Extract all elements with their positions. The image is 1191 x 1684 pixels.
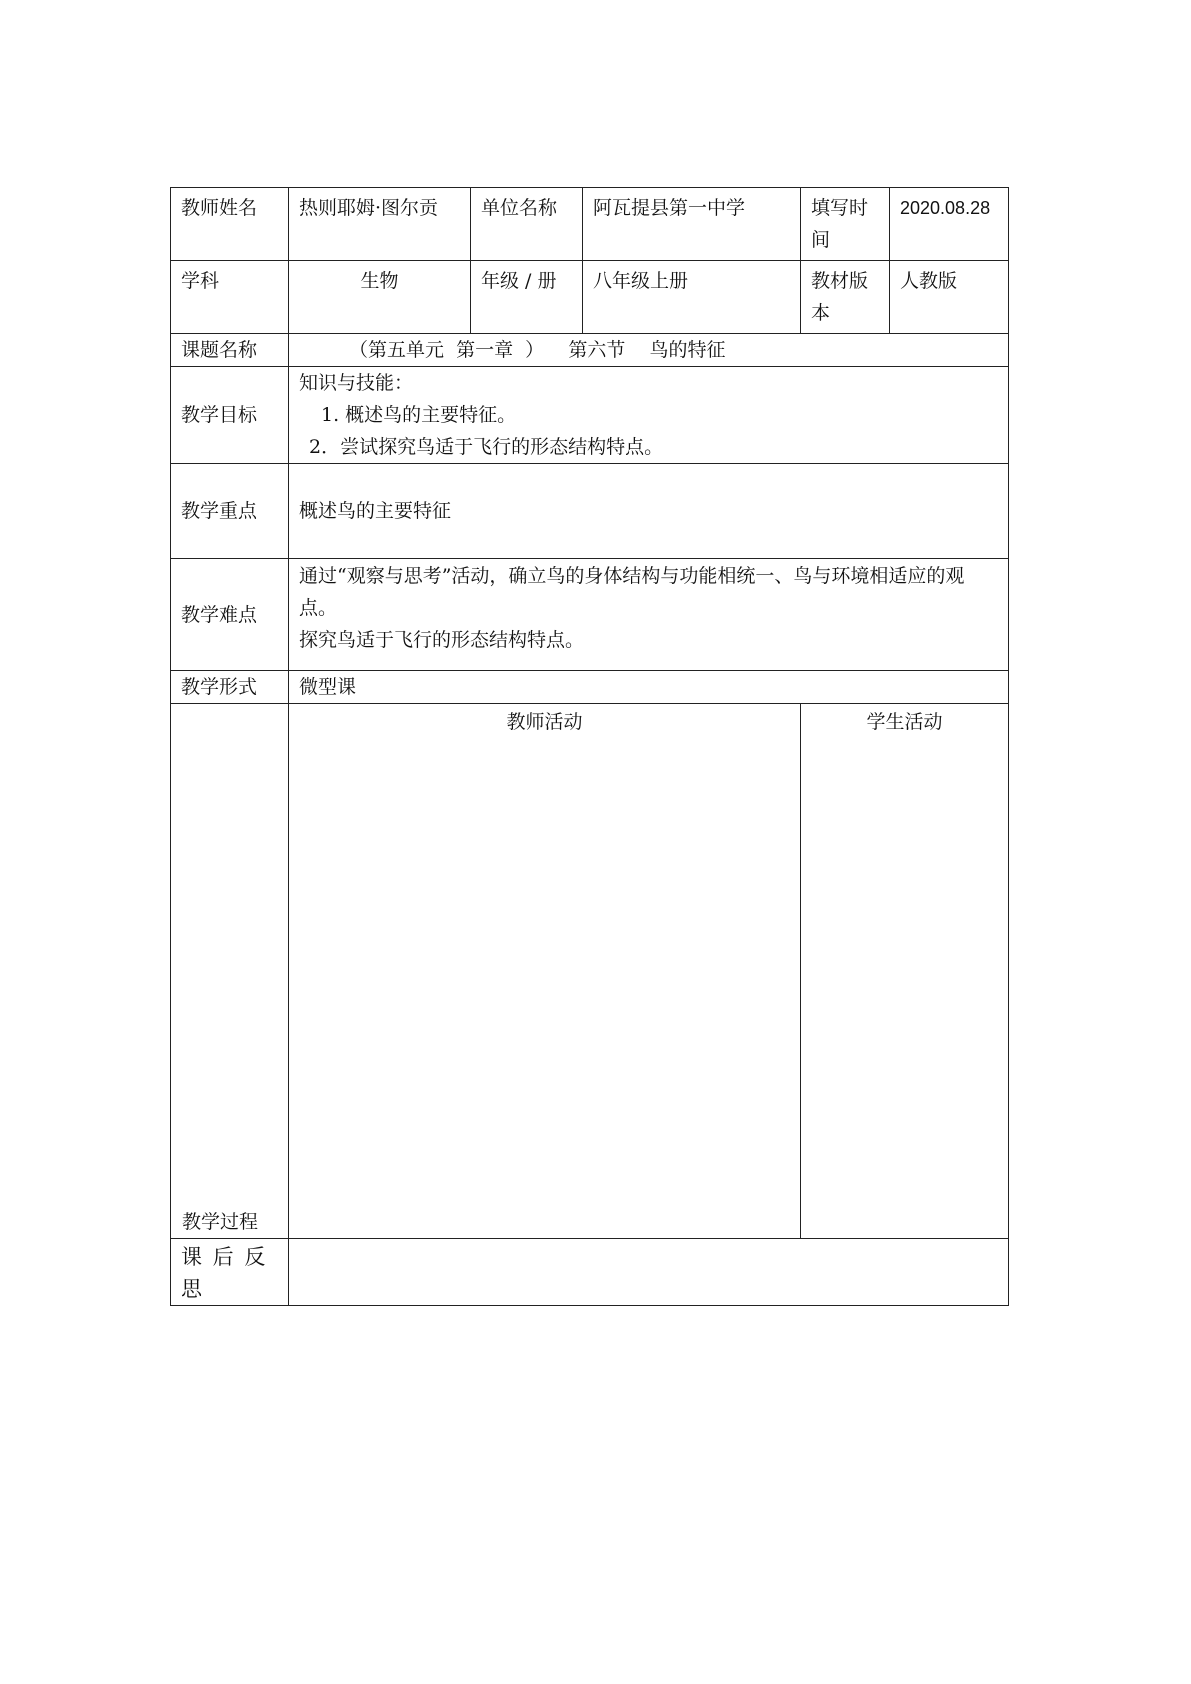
topic-value: （第五单元 第一章 ） 第六节 鸟的特征	[289, 334, 1009, 367]
subject-label: 学科	[171, 261, 289, 334]
row-key-point	[171, 464, 1009, 559]
student-activity-cell	[801, 704, 1009, 1239]
reflection-label: 课 后 反 思	[171, 1239, 289, 1306]
row-objectives	[171, 367, 1009, 464]
row-difficulty	[171, 559, 1009, 671]
form-label: 教学形式	[171, 671, 289, 704]
form-value: 微型课	[289, 671, 1009, 704]
row-form	[171, 671, 1009, 704]
lesson-plan-table	[170, 187, 1009, 1306]
process-label-cell	[171, 704, 289, 1239]
row-process	[171, 704, 1009, 1239]
teacher-name: 热则耶姆·图尔贡	[289, 188, 471, 261]
reflection-value	[289, 1239, 1009, 1306]
key-point-value: 概述鸟的主要特征	[289, 464, 1009, 559]
row-reflection	[171, 1239, 1009, 1306]
topic-label: 课题名称	[171, 334, 289, 367]
teacher-activity-cell	[289, 704, 801, 1239]
difficulty-line-2: 探究鸟适于飞行的形态结构特点。	[299, 629, 585, 651]
difficulty-content	[289, 559, 1009, 671]
row-header-2	[171, 261, 1009, 334]
grade-label: 年级 / 册	[471, 261, 583, 334]
unit-label: 单位名称	[471, 188, 583, 261]
row-header-1	[171, 188, 1009, 261]
subject-value: 生物	[289, 261, 471, 334]
difficulty-label: 教学难点	[171, 559, 289, 671]
student-activity-heading: 学生活动	[866, 711, 943, 733]
lesson-plan-sheet	[170, 187, 1008, 1306]
objectives-label: 教学目标	[171, 367, 289, 464]
key-point-label: 教学重点	[171, 464, 289, 559]
teacher-activity-heading: 教师活动	[506, 711, 583, 733]
date-label: 填写时间	[801, 188, 890, 261]
teacher-label: 教师姓名	[171, 188, 289, 261]
unit-name: 阿瓦提县第一中学	[583, 188, 801, 261]
edition-value: 人教版	[890, 261, 1009, 334]
objective-item-2: 2．尝试探究鸟适于飞行的形态结构特点。	[309, 436, 664, 458]
objectives-content	[289, 367, 1009, 464]
date-value: 2020.08.28	[890, 188, 1009, 261]
difficulty-line-1: 通过“观察与思考”活动，确立鸟的身体结构与功能相统一、鸟与环境相适应的观点。	[299, 565, 965, 619]
row-topic	[171, 334, 1009, 367]
objective-item-1: 1. 概述鸟的主要特征。	[321, 404, 517, 426]
grade-value: 八年级上册	[583, 261, 801, 334]
objectives-heading: 知识与技能：	[299, 372, 414, 394]
edition-label: 教材版本	[801, 261, 890, 334]
process-label: 教学过程	[182, 1211, 259, 1233]
